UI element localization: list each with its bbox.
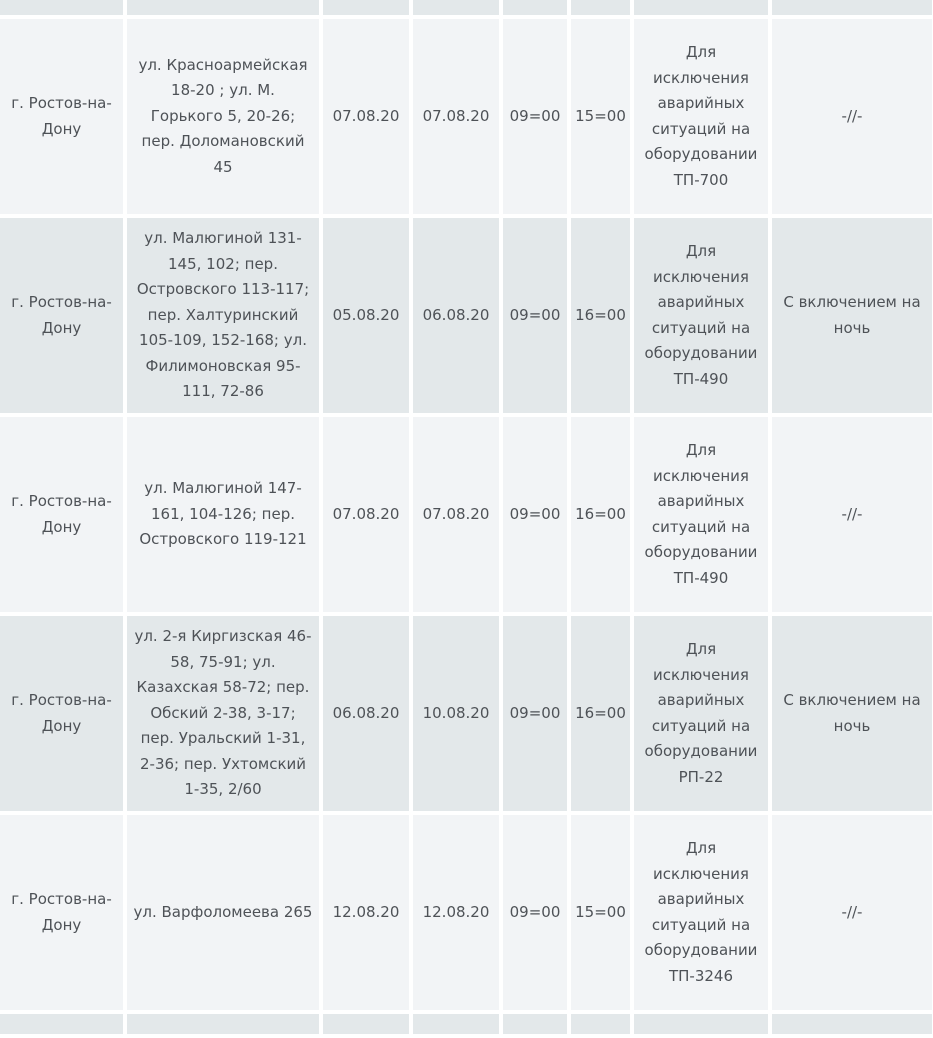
address-cell: ул. Малюгиной 147-161, 104-126; пер. Островского 119-121 xyxy=(127,417,319,612)
time-start-cell: 09=00 xyxy=(503,417,567,612)
time-end-cell: 16=00 xyxy=(571,616,630,811)
address-cell: ул. Малюгиной 131-145, 102; пер. Островского 113-117; пер. Халтуринский 105-109, 152-168; ул. Филимоновская 95-111, 72-86 xyxy=(127,218,319,413)
date-start-cell: 06.08.20 xyxy=(323,616,409,811)
date-start-cell: 07.08.20 xyxy=(323,417,409,612)
time-start-cell: 09=00 xyxy=(503,19,567,214)
time-end-cell: 15=00 xyxy=(571,19,630,214)
date-end-cell: 07.08.20 xyxy=(413,417,499,612)
time-start-cell: 09=00 xyxy=(503,218,567,413)
note-cell: С включением на ночь xyxy=(772,616,932,811)
address-cell: ул. Красноармейская 18-20 ; ул. М. Горького 5, 20-26; пер. Доломановский 45 xyxy=(127,19,319,214)
date-end-cell: 12.08.20 xyxy=(413,815,499,1010)
table-row xyxy=(0,616,933,811)
reason-cell: Для исключения аварийных ситуаций на оборудовании ТП-490 xyxy=(634,218,768,413)
table-row-partial-top xyxy=(0,0,933,15)
time-start-cell: 09=00 xyxy=(503,815,567,1010)
date-start-cell: 05.08.20 xyxy=(323,218,409,413)
reason-cell: Для исключения аварийных ситуаций на оборудовании ТП-3246 xyxy=(634,815,768,1010)
date-start-cell: 07.08.20 xyxy=(323,19,409,214)
time-end-cell: 16=00 xyxy=(571,218,630,413)
table-row xyxy=(0,417,933,612)
time-end-cell: 15=00 xyxy=(571,815,630,1010)
table-row-partial-bottom xyxy=(0,1014,933,1034)
time-start-cell: 09=00 xyxy=(503,616,567,811)
reason-cell: Для исключения аварийных ситуаций на оборудовании РП-22 xyxy=(634,616,768,811)
time-end-cell: 16=00 xyxy=(571,417,630,612)
note-cell: -//- xyxy=(772,19,932,214)
city-cell: г. Ростов-на-Дону xyxy=(0,417,123,612)
table-row xyxy=(0,19,933,214)
date-end-cell: 07.08.20 xyxy=(413,19,499,214)
city-cell: г. Ростов-на-Дону xyxy=(0,19,123,214)
address-cell: ул. Варфоломеева 265 xyxy=(127,815,319,1010)
address-cell: ул. 2-я Киргизская 46-58, 75-91; ул. Казахская 58-72; пер. Обский 2-38, 3-17; пер. Уральский 1-31, 2-36; пер. Ухтомский 1-35, 2/60 xyxy=(127,616,319,811)
note-cell: -//- xyxy=(772,417,932,612)
reason-cell: Для исключения аварийных ситуаций на оборудовании ТП-490 xyxy=(634,417,768,612)
city-cell: г. Ростов-на-Дону xyxy=(0,218,123,413)
city-cell: г. Ростов-на-Дону xyxy=(0,815,123,1010)
date-end-cell: 10.08.20 xyxy=(413,616,499,811)
table-row xyxy=(0,815,933,1010)
date-start-cell: 12.08.20 xyxy=(323,815,409,1010)
city-cell: г. Ростов-на-Дону xyxy=(0,616,123,811)
table-row xyxy=(0,218,933,413)
reason-cell: Для исключения аварийных ситуаций на оборудовании ТП-700 xyxy=(634,19,768,214)
note-cell: -//- xyxy=(772,815,932,1010)
date-end-cell: 06.08.20 xyxy=(413,218,499,413)
note-cell: С включением на ночь xyxy=(772,218,932,413)
